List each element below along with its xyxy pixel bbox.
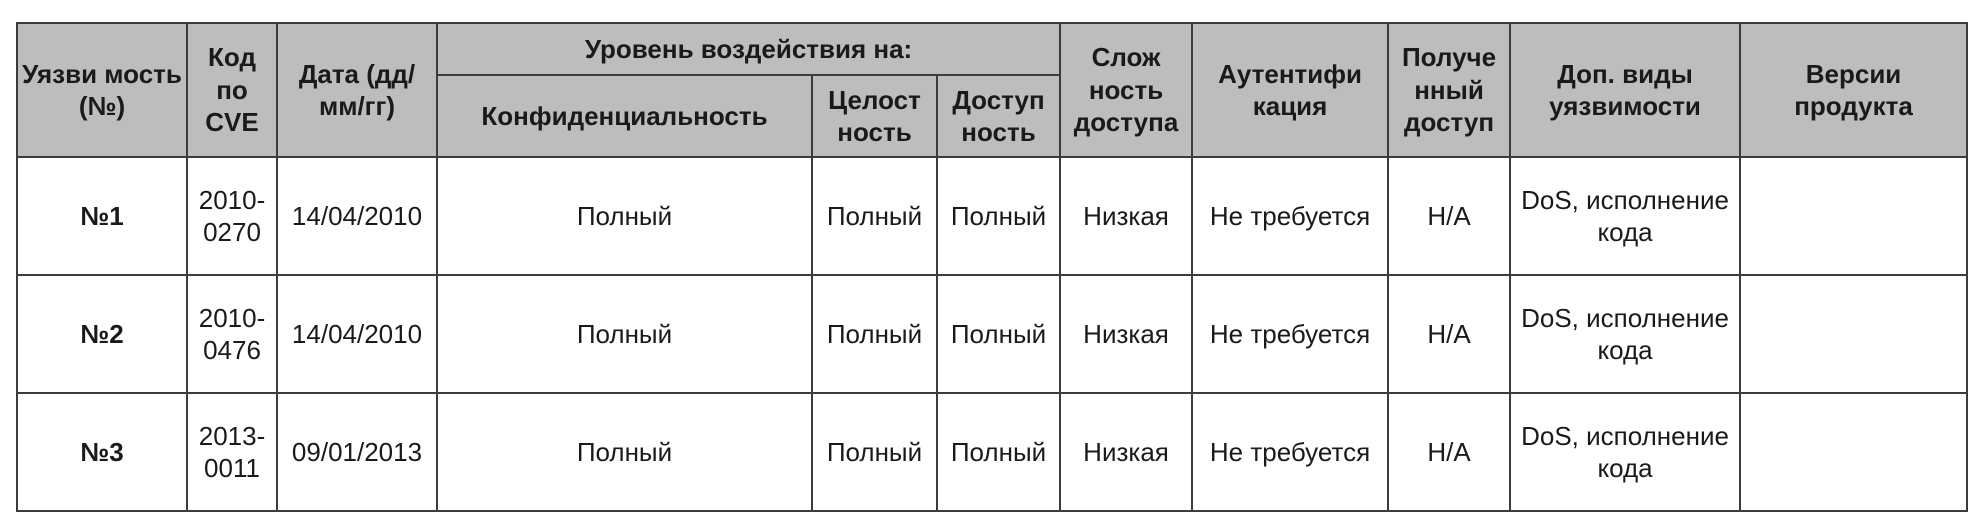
cell-vuln: №2 bbox=[17, 275, 187, 393]
cell-date: 14/04/2010 bbox=[277, 157, 437, 275]
cell-access: Н/А bbox=[1388, 393, 1510, 511]
cell-complexity: Низкая bbox=[1060, 157, 1192, 275]
header-access: Получе нный доступ bbox=[1388, 23, 1510, 157]
cell-auth: Не требуется bbox=[1192, 275, 1388, 393]
header-date: Дата (дд/ мм/гг) bbox=[277, 23, 437, 157]
cell-versions bbox=[1740, 393, 1967, 511]
header-cve: Код по CVE bbox=[187, 23, 277, 157]
vulnerability-table bbox=[16, 22, 1968, 512]
cell-auth: Не требуется bbox=[1192, 157, 1388, 275]
cell-extra: DoS, исполнение кода bbox=[1510, 393, 1740, 511]
header-vuln: Уязви мость (№) bbox=[17, 23, 187, 157]
table-row bbox=[17, 275, 1967, 393]
cell-versions bbox=[1740, 275, 1967, 393]
table-row bbox=[17, 157, 1967, 275]
header-extra: Доп. виды уязвимости bbox=[1510, 23, 1740, 157]
header-availability: Доступ ность bbox=[937, 75, 1060, 157]
cell-cve: 2010-0270 bbox=[187, 157, 277, 275]
cell-integrity: Полный bbox=[812, 157, 937, 275]
cell-auth: Не требуется bbox=[1192, 393, 1388, 511]
cell-complexity: Низкая bbox=[1060, 393, 1192, 511]
cell-date: 14/04/2010 bbox=[277, 275, 437, 393]
cell-integrity: Полный bbox=[812, 275, 937, 393]
cell-cve: 2013-0011 bbox=[187, 393, 277, 511]
cell-confidentiality: Полный bbox=[437, 275, 812, 393]
cell-versions bbox=[1740, 157, 1967, 275]
cell-extra: DoS, исполнение кода bbox=[1510, 157, 1740, 275]
cell-availability: Полный bbox=[937, 275, 1060, 393]
cell-complexity: Низкая bbox=[1060, 275, 1192, 393]
header-complexity: Слож ность доступа bbox=[1060, 23, 1192, 157]
cell-vuln: №3 bbox=[17, 393, 187, 511]
cell-availability: Полный bbox=[937, 157, 1060, 275]
header-versions: Версии продукта bbox=[1740, 23, 1967, 157]
header-impact: Уровень воздействия на: bbox=[437, 23, 1060, 75]
cell-extra: DoS, исполнение кода bbox=[1510, 275, 1740, 393]
cell-access: Н/А bbox=[1388, 275, 1510, 393]
cell-confidentiality: Полный bbox=[437, 157, 812, 275]
header-auth: Аутентифи кация bbox=[1192, 23, 1388, 157]
cell-integrity: Полный bbox=[812, 393, 937, 511]
header-confidentiality: Конфиденциальность bbox=[437, 75, 812, 157]
cell-availability: Полный bbox=[937, 393, 1060, 511]
cell-access: Н/А bbox=[1388, 157, 1510, 275]
header-integrity: Целост ность bbox=[812, 75, 937, 157]
header-row-top bbox=[17, 23, 1967, 75]
cell-cve: 2010-0476 bbox=[187, 275, 277, 393]
cell-confidentiality: Полный bbox=[437, 393, 812, 511]
table-row bbox=[17, 393, 1967, 511]
cell-date: 09/01/2013 bbox=[277, 393, 437, 511]
cell-vuln: №1 bbox=[17, 157, 187, 275]
